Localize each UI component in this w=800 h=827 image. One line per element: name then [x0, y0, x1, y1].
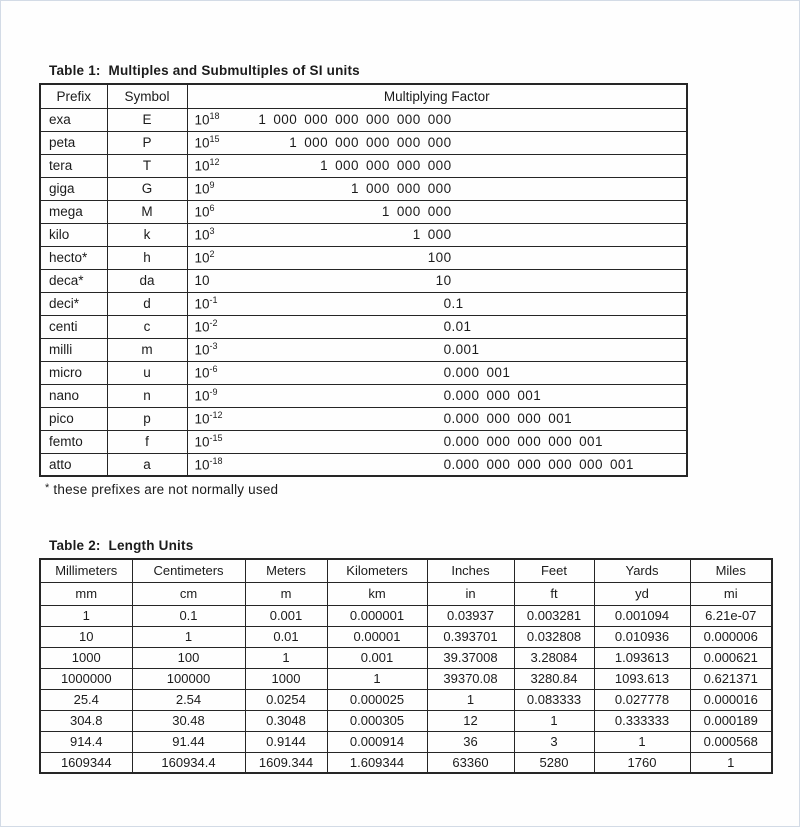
factor-integer-part: 0: [443, 296, 452, 311]
symbol-cell: da: [107, 269, 187, 292]
power-notation: 10: [194, 273, 210, 288]
power-notation: $10^{-6}$: [194, 364, 218, 381]
power-notation: $10^{-2}$: [194, 318, 218, 335]
factor-fraction-part: .000 000 000 000 001: [451, 434, 603, 449]
factor-fraction-part: .000 000 000 001: [451, 411, 572, 426]
power-exponent: -15: [209, 433, 223, 444]
length-value-cell: 0.000006: [690, 626, 772, 647]
length-value-cell: 2.54: [132, 689, 245, 710]
si-table-row: [40, 200, 687, 223]
length-value-cell: 0.1: [132, 605, 245, 626]
length-value-cell: 1: [427, 689, 514, 710]
length-value-cell: 0.000621: [690, 647, 772, 668]
si-table-row: [40, 223, 687, 246]
si-table-row: [40, 384, 687, 407]
length-value-cell: 1609344: [40, 752, 132, 773]
power-notation: $10^{-18}$: [194, 456, 223, 473]
power-exponent: -2: [209, 318, 218, 329]
si-header-row: [40, 84, 687, 108]
unit-abbr-header: m: [245, 582, 327, 605]
unit-name-header: Meters: [245, 559, 327, 582]
factor-integer-part: 0: [443, 434, 452, 449]
document-page: [1, 1, 799, 774]
factor-layout: [188, 247, 687, 269]
factor-column-header: Multiplying Factor: [187, 84, 687, 108]
power-notation: $10^3$: [194, 226, 215, 243]
power-notation: $10^9$: [194, 180, 215, 197]
length-value-cell: 0.333333: [594, 710, 690, 731]
power-exponent: -6: [209, 364, 218, 375]
unit-name-header: Yards: [594, 559, 690, 582]
length-table-row: [40, 668, 772, 689]
factor-fraction-part: .000 000 000 000 000 001: [451, 456, 634, 472]
si-table-body: [40, 108, 687, 476]
factor-integer-part: 1 000 000 000 000 000: [289, 135, 452, 150]
factor-cell: [187, 154, 687, 177]
length-value-cell: 0.00001: [327, 626, 427, 647]
length-value-cell: 63360: [427, 752, 514, 773]
length-value-cell: 160934.4: [132, 752, 245, 773]
length-value-cell: 0.083333: [514, 689, 594, 710]
unit-abbr-header: cm: [132, 582, 245, 605]
length-value-cell: 39.37008: [427, 647, 514, 668]
length-value-cell: 0.393701: [427, 626, 514, 647]
symbol-cell: T: [107, 154, 187, 177]
length-value-cell: 0.03937: [427, 605, 514, 626]
prefix-cell: peta: [40, 131, 107, 154]
factor-integer-part: 0: [443, 456, 452, 472]
factor-layout: [188, 132, 687, 154]
factor-layout: [188, 178, 687, 200]
si-table-row: [40, 108, 687, 131]
prefix-cell: exa: [40, 108, 107, 131]
factor-cell: [187, 292, 687, 315]
symbol-cell: E: [107, 108, 187, 131]
unit-abbr-header: mm: [40, 582, 132, 605]
factor-integer-part: 1 000 000: [381, 204, 452, 219]
length-value-cell: 0.01: [245, 626, 327, 647]
si-table-row: [40, 453, 687, 476]
length-value-cell: 1.093613: [594, 647, 690, 668]
unit-abbr-header: mi: [690, 582, 772, 605]
prefix-cell: micro: [40, 361, 107, 384]
length-value-cell: 1: [132, 626, 245, 647]
power-exponent: 18: [209, 111, 220, 122]
factor-layout: [188, 385, 687, 407]
power-exponent: 3: [209, 226, 215, 237]
prefix-cell: hecto*: [40, 246, 107, 269]
length-value-cell: 1: [594, 731, 690, 752]
prefix-cell: deci*: [40, 292, 107, 315]
length-value-cell: 304.8: [40, 710, 132, 731]
length-value-cell: 1093.613: [594, 668, 690, 689]
length-value-cell: 0.9144: [245, 731, 327, 752]
unit-name-header: Kilometers: [327, 559, 427, 582]
prefix-cell: nano: [40, 384, 107, 407]
length-value-cell: 0.0254: [245, 689, 327, 710]
factor-integer-part: 1 000: [412, 227, 452, 242]
length-table-row: [40, 647, 772, 668]
prefix-cell: centi: [40, 315, 107, 338]
unit-abbr-header: km: [327, 582, 427, 605]
length-value-cell: 0.000025: [327, 689, 427, 710]
footnote-asterisk: *: [45, 482, 50, 494]
length-value-cell: 91.44: [132, 731, 245, 752]
length-table-row: [40, 689, 772, 710]
symbol-cell: p: [107, 407, 187, 430]
unit-abbr-header: yd: [594, 582, 690, 605]
length-value-cell: 3.28084: [514, 647, 594, 668]
unit-name-header: Millimeters: [40, 559, 132, 582]
factor-integer-part: 0: [443, 342, 452, 357]
power-notation: $10^{-12}$: [194, 410, 223, 427]
power-notation: $10^{-1}$: [194, 295, 218, 312]
factor-fraction-part: .000 001: [451, 365, 511, 380]
power-notation: $10^{-15}$: [194, 433, 223, 450]
factor-cell: [187, 453, 687, 476]
si-table-row: [40, 292, 687, 315]
length-value-cell: 5280: [514, 752, 594, 773]
factor-cell: [187, 338, 687, 361]
factor-fraction-part: .01: [451, 319, 472, 334]
factor-layout: [188, 362, 687, 384]
length-value-cell: 39370.08: [427, 668, 514, 689]
power-notation: $10^{18}$: [194, 111, 220, 128]
factor-cell: [187, 361, 687, 384]
symbol-cell: d: [107, 292, 187, 315]
factor-layout: [188, 339, 687, 361]
factor-integer-part: 1 000 000 000 000 000 000: [258, 112, 452, 127]
factor-layout: [188, 109, 687, 131]
length-table-row: [40, 626, 772, 647]
length-table-body: [40, 605, 772, 773]
unit-abbr-header: ft: [514, 582, 594, 605]
unit-name-header: Inches: [427, 559, 514, 582]
power-exponent: 12: [209, 157, 220, 168]
prefix-cell: tera: [40, 154, 107, 177]
factor-fraction-part: .001: [451, 342, 480, 357]
factor-cell: [187, 108, 687, 131]
symbol-cell: u: [107, 361, 187, 384]
symbol-cell: a: [107, 453, 187, 476]
prefix-cell: pico: [40, 407, 107, 430]
length-value-cell: 3: [514, 731, 594, 752]
power-exponent: -9: [209, 387, 218, 398]
prefix-cell: atto: [40, 453, 107, 476]
factor-layout: [188, 201, 687, 223]
power-exponent: 9: [209, 180, 215, 191]
length-value-cell: 30.48: [132, 710, 245, 731]
si-table-row: [40, 407, 687, 430]
length-value-cell: 0.000914: [327, 731, 427, 752]
length-value-cell: 1: [690, 752, 772, 773]
length-value-cell: 0.003281: [514, 605, 594, 626]
power-exponent: -12: [209, 410, 223, 421]
length-value-cell: 1: [245, 647, 327, 668]
power-exponent: -3: [209, 341, 218, 352]
si-table-row: [40, 338, 687, 361]
length-value-cell: 1000: [40, 647, 132, 668]
factor-layout: [188, 408, 687, 430]
factor-cell: [187, 131, 687, 154]
si-table-row: [40, 430, 687, 453]
power-notation: $10^{-3}$: [194, 341, 218, 358]
factor-cell: [187, 269, 687, 292]
length-value-cell: 0.621371: [690, 668, 772, 689]
length-table-row: [40, 605, 772, 626]
power-notation: $10^6$: [194, 203, 215, 220]
length-header-abbrs: [40, 582, 772, 605]
si-table-row: [40, 246, 687, 269]
symbol-cell: n: [107, 384, 187, 407]
power-exponent: -1: [209, 295, 218, 306]
factor-integer-part: 1 000 000 000 000: [320, 158, 452, 173]
factor-fraction-part: .1: [451, 296, 464, 311]
symbol-cell: h: [107, 246, 187, 269]
symbol-cell: G: [107, 177, 187, 200]
factor-cell: [187, 315, 687, 338]
length-value-cell: 0.032808: [514, 626, 594, 647]
power-notation: $10^2$: [194, 249, 215, 266]
si-table-row: [40, 177, 687, 200]
factor-fraction-part: .000 000 001: [451, 388, 542, 403]
factor-cell: [187, 177, 687, 200]
factor-layout: [188, 454, 687, 476]
si-units-table: [39, 83, 688, 477]
length-table-row: [40, 731, 772, 752]
length-value-cell: 6.21e-07: [690, 605, 772, 626]
length-value-cell: 0.001: [327, 647, 427, 668]
length-value-cell: 12: [427, 710, 514, 731]
prefix-cell: mega: [40, 200, 107, 223]
factor-integer-part: 0: [443, 319, 452, 334]
length-units-table: [39, 558, 773, 774]
length-value-cell: 100000: [132, 668, 245, 689]
prefix-cell: kilo: [40, 223, 107, 246]
length-value-cell: 0.027778: [594, 689, 690, 710]
length-table-row: [40, 710, 772, 731]
si-table-row: [40, 315, 687, 338]
prefix-cell: deca*: [40, 269, 107, 292]
power-exponent: 15: [209, 134, 220, 145]
symbol-cell: m: [107, 338, 187, 361]
factor-layout: [188, 293, 687, 315]
length-value-cell: 0.010936: [594, 626, 690, 647]
prefix-cell: giga: [40, 177, 107, 200]
length-value-cell: 0.000189: [690, 710, 772, 731]
symbol-cell: f: [107, 430, 187, 453]
factor-integer-part: 0: [443, 365, 452, 380]
si-table-row: [40, 131, 687, 154]
length-value-cell: 0.001094: [594, 605, 690, 626]
length-value-cell: 0.3048: [245, 710, 327, 731]
length-header-names: [40, 559, 772, 582]
symbol-cell: c: [107, 315, 187, 338]
length-value-cell: 0.000001: [327, 605, 427, 626]
unit-abbr-header: in: [427, 582, 514, 605]
length-value-cell: 1: [40, 605, 132, 626]
footnote-text: these prefixes are not normally used: [49, 482, 279, 497]
length-value-cell: 0.000568: [690, 731, 772, 752]
factor-integer-part: 100: [427, 250, 452, 265]
symbol-cell: P: [107, 131, 187, 154]
prefix-column-header: Prefix: [40, 84, 107, 108]
length-value-cell: 0.001: [245, 605, 327, 626]
prefix-cell: milli: [40, 338, 107, 361]
length-value-cell: 1000: [245, 668, 327, 689]
factor-layout: [188, 431, 687, 453]
length-value-cell: 1000000: [40, 668, 132, 689]
factor-cell: [187, 246, 687, 269]
length-value-cell: 0.000305: [327, 710, 427, 731]
length-value-cell: 100: [132, 647, 245, 668]
si-table-row: [40, 269, 687, 292]
table2-title: Table 2: Length Units: [49, 538, 194, 553]
length-value-cell: 1609.344: [245, 752, 327, 773]
symbol-cell: k: [107, 223, 187, 246]
power-exponent: 2: [209, 249, 215, 260]
unit-name-header: Feet: [514, 559, 594, 582]
factor-integer-part: 10: [435, 273, 452, 288]
power-notation: $10^{-9}$: [194, 387, 218, 404]
length-value-cell: 1: [327, 668, 427, 689]
symbol-column-header: Symbol: [107, 84, 187, 108]
factor-layout: [188, 316, 687, 338]
factor-cell: [187, 430, 687, 453]
si-table-row: [40, 361, 687, 384]
power-exponent: -18: [209, 456, 223, 466]
length-value-cell: 25.4: [40, 689, 132, 710]
factor-layout: [188, 224, 687, 246]
length-value-cell: 10: [40, 626, 132, 647]
factor-integer-part: 0: [443, 411, 452, 426]
si-table-row: [40, 154, 687, 177]
length-value-cell: 3280.84: [514, 668, 594, 689]
symbol-cell: M: [107, 200, 187, 223]
unit-name-header: Centimeters: [132, 559, 245, 582]
length-value-cell: 36: [427, 731, 514, 752]
power-notation: $10^{15}$: [194, 134, 220, 151]
prefix-cell: femto: [40, 430, 107, 453]
factor-integer-part: 1 000 000 000: [350, 181, 452, 196]
factor-layout: [188, 155, 687, 177]
factor-cell: [187, 384, 687, 407]
factor-cell: [187, 223, 687, 246]
length-value-cell: 1: [514, 710, 594, 731]
table1-title: Table 1: Multiples and Submultiples of SI units: [49, 63, 360, 78]
length-value-cell: 1760: [594, 752, 690, 773]
factor-cell: [187, 200, 687, 223]
factor-cell: [187, 407, 687, 430]
factor-integer-part: 0: [443, 388, 452, 403]
length-table-row: [40, 752, 772, 773]
length-value-cell: 1.609344: [327, 752, 427, 773]
unit-name-header: Miles: [690, 559, 772, 582]
length-value-cell: 914.4: [40, 731, 132, 752]
table1-footnote: [45, 482, 799, 497]
length-value-cell: 0.000016: [690, 689, 772, 710]
power-exponent: 6: [209, 203, 215, 214]
factor-layout: [188, 270, 687, 292]
power-notation: $10^{12}$: [194, 157, 220, 174]
